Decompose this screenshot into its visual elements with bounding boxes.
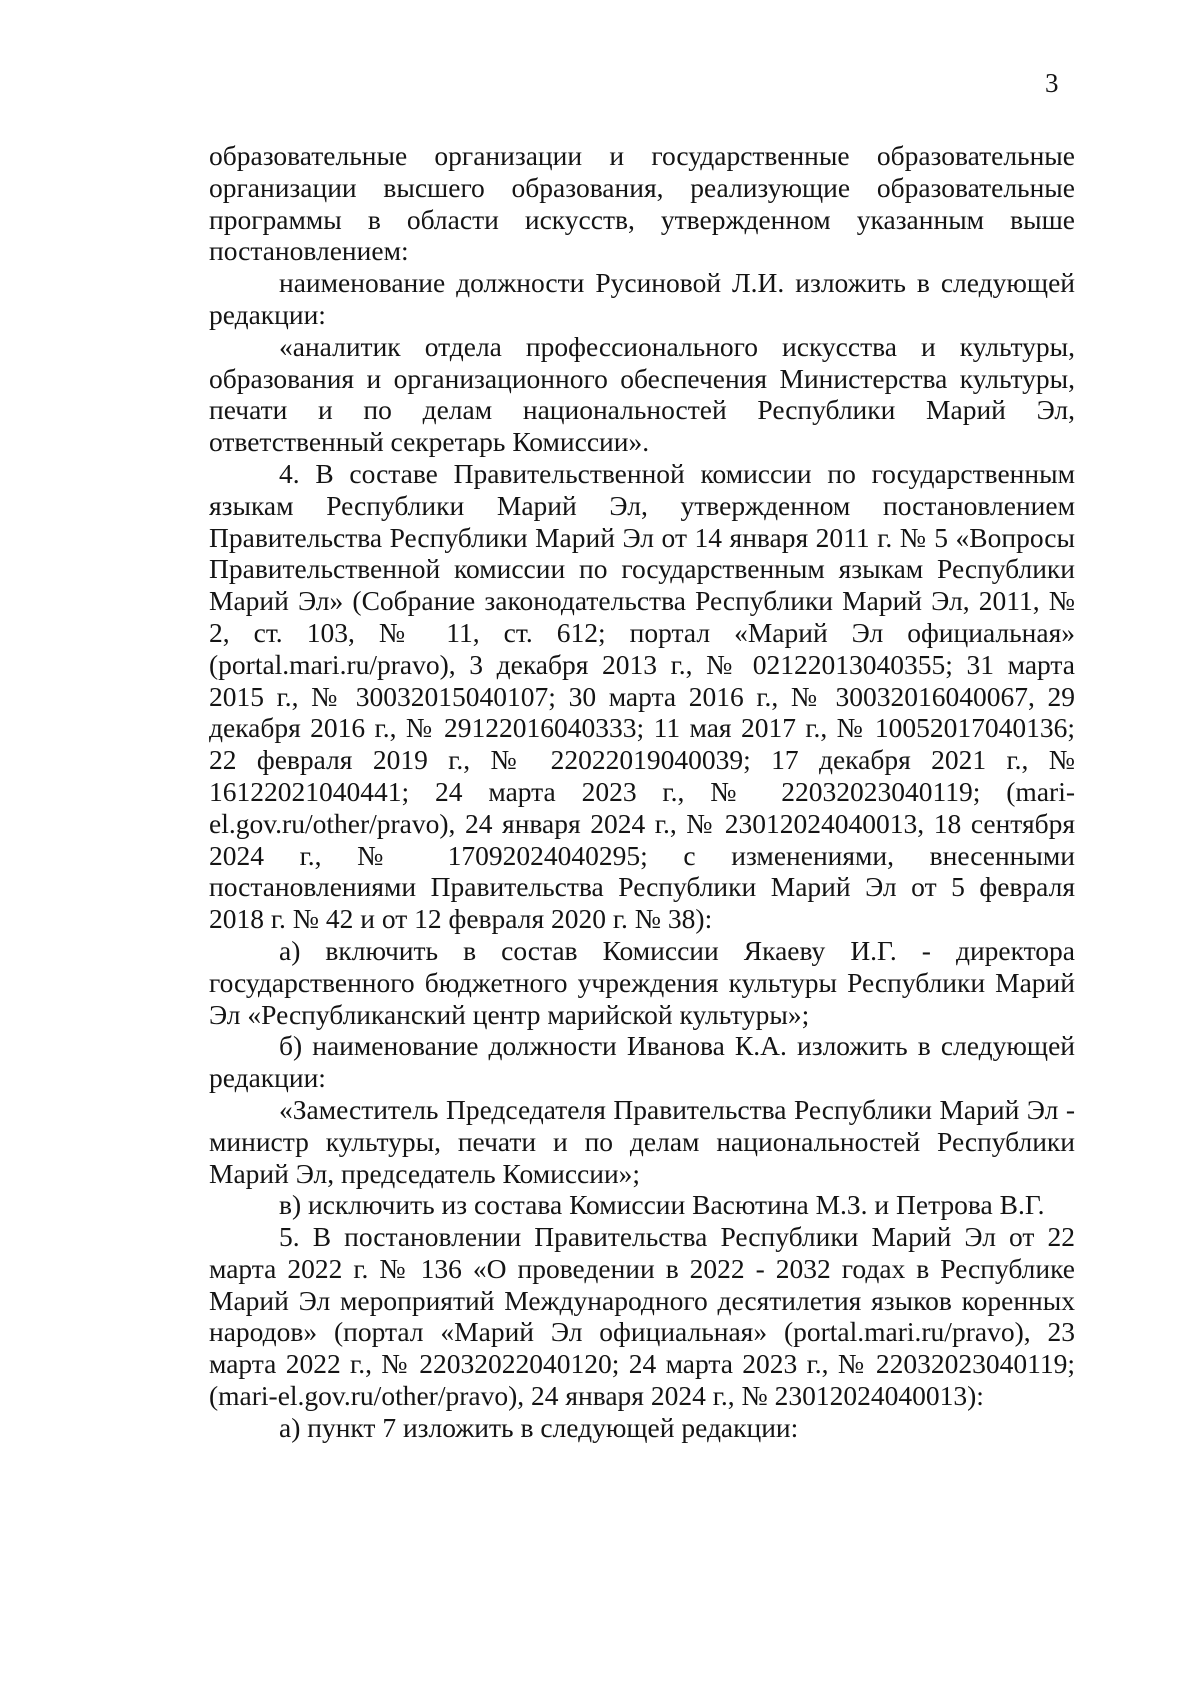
paragraph-rusinova-new-title: «аналитик отдела профессионального искусства и культуры, образования и организационного обеспечения Министерства культуры, печати и по делам национальностей Республики Марий Эл, ответственный секретарь Комиссии». xyxy=(209,330,1075,458)
paragraph-item-5a: а) пункт 7 изложить в следующей редакции: xyxy=(279,1411,799,1443)
paragraph-continuation: образовательные организации и государственные образовательные организации высшего образования, реализующие образовательные программы в области искусств, утвержденном указанным выше постановлением: xyxy=(209,140,1075,267)
document-body xyxy=(209,140,1075,1444)
page-number: 3 xyxy=(1045,68,1059,98)
paragraph-item-4b-new-title: «Заместитель Председателя Правительства Республики Марий Эл - министр культуры, печати и по делам национальностей Республики Марий Эл, председатель Комиссии»; xyxy=(209,1093,1075,1189)
paragraph-item-4v: в) исключить из состава Комиссии Васютина М.З. и Петрова В.Г. xyxy=(279,1189,1045,1221)
paragraph-item-4b: б) наименование должности Иванова К.А. изложить в следующей редакции: xyxy=(209,1030,1075,1094)
paragraph-item-4a: а) включить в состав Комиссии Якаеву И.Г. - директора государственного бюджетного учреждения культуры Республики Марий Эл «Республиканский центр марийской культуры»; xyxy=(209,934,1075,1030)
paragraph-rusinova-position: наименование должности Русиновой Л.И. изложить в следующей редакции: xyxy=(209,267,1075,330)
paragraph-item-5: 5. В постановлении Правительства Республики Марий Эл от 22 марта 2022 г. № 136 «О проведении в 2022 - 2032 годах в Республике Марий Эл мероприятий Международного десятилетия языков коренных народов» (портал «Марий Эл официальная» (portal.mari.ru/pravo), 23 марта 2022 г., № 22032022040120; 24 марта 2023 г., № 22032023040119; (mari-el.gov.ru/other/pravo), 24 января 2024 г., № 23012024040013): xyxy=(209,1221,1075,1412)
paragraph-item-4: 4. В составе Правительственной комиссии по государственным языкам Республики Марий Эл, утвержденном постановлением Правительства Республики Марий Эл от 14 января 2011 г. № 5 «Вопросы Правительственной комиссии по государственным языкам Республики Марий Эл» (Собрание законодательства Республики Марий Эл, 2011, № 2, ст. 103, № 11, ст. 612; портал «Марий Эл официальная» (portal.mari.ru/pravo), 3 декабря 2013 г., № 02122013040355; 31 марта 2015 г., № 30032015040107; 30 марта 2016 г., № 30032016040067, 29 декабря 2016 г., № 29122016040333; 11 мая 2017 г., № 10052017040136; 22 февраля 2019 г., № 22022019040039; 17 декабря 2021 г., № 16122021040441; 24 марта 2023 г., № 22032023040119; (mari-el.gov.ru/other/pravo), 24 января 2024 г., № 23012024040013, 18 сентября 2024 г., № 17092024040295; с изменениями, внесенными постановлениями Правительства Республики Марий Эл от 5 февраля 2018 г. № 42 и от 12 февраля 2020 г. № 38): xyxy=(209,457,1075,935)
